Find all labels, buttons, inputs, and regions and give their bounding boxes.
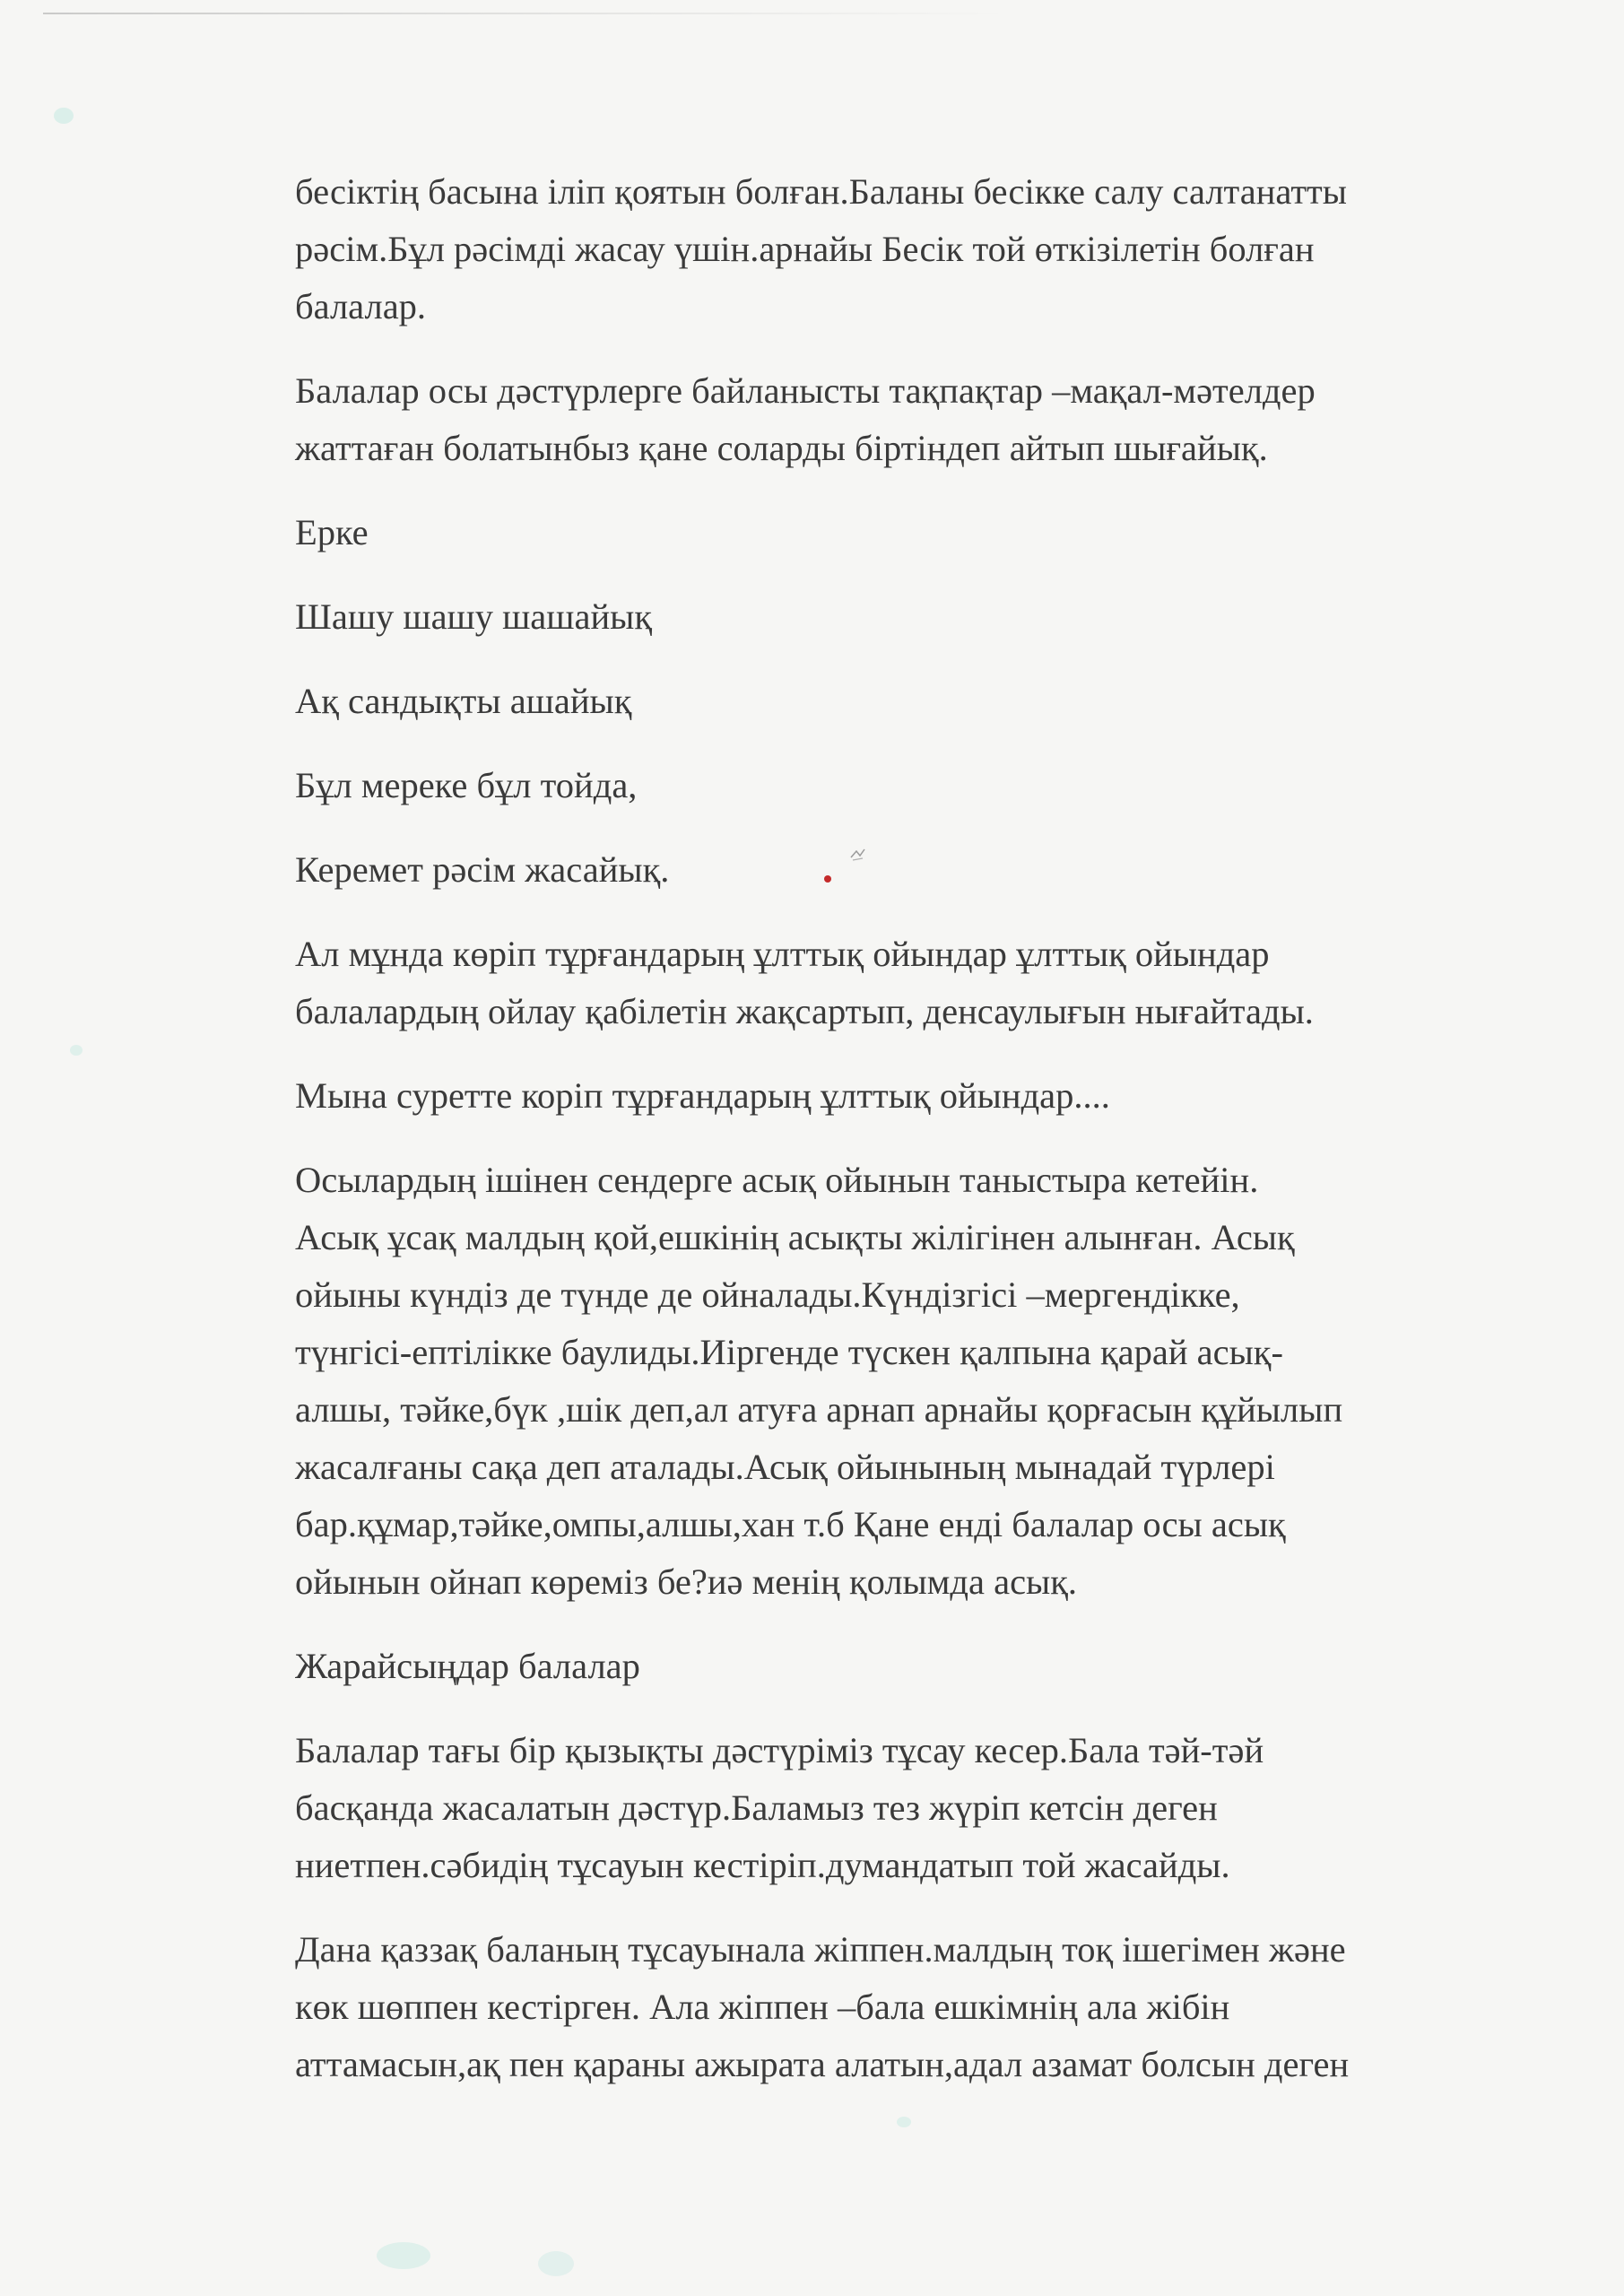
paragraph-zharaisyndar bbox=[295, 1638, 1577, 1695]
speaker-name: Ерке bbox=[295, 512, 369, 552]
paragraph-tusau-keser bbox=[295, 1722, 1577, 1894]
text-line: жасалғаны сақа деп аталады.Асық ойынының мынадай түрлері bbox=[295, 1447, 1275, 1487]
poem-line: Шашу шашу шашайық bbox=[295, 596, 652, 637]
text-line: алшы, тәйке,бүк ,шік деп,ал атуға арнап арнайы қорғасын құйылып bbox=[295, 1389, 1343, 1430]
text-line: ниетпен.сәбидің тұсауын кестіріп.думандатып той жасайды. bbox=[295, 1845, 1230, 1885]
scan-speck bbox=[538, 2251, 574, 2276]
text-line: Асық ұсақ малдың қой,ешкінің асықты жілігінен алынған. Асық bbox=[295, 1217, 1295, 1257]
text-line: басқанда жасалатын дәстүр.Баламыз тез жүріп кетсін деген bbox=[295, 1787, 1218, 1828]
scan-edge-line bbox=[43, 13, 1012, 14]
scan-speck bbox=[377, 2242, 430, 2269]
poem-line: Бұл мереке бұл тойда, bbox=[295, 765, 638, 805]
text-line: бесіктің басына іліп қоятын болған.Баланы бесікке салу салтанатты bbox=[295, 171, 1347, 212]
text-line: балалардың ойлау қабілетін жақсартып, денсаулығын нығайтады. bbox=[295, 991, 1314, 1031]
text-line: жаттаған болатынбыз қане соларды біртіндеп айтып шығайық. bbox=[295, 428, 1268, 468]
text-line: Осылардың ішінен сендерге асық ойынын таныстыра кетейін. bbox=[295, 1160, 1259, 1200]
paragraph-suret bbox=[295, 1067, 1577, 1125]
paragraph-takpak-intro bbox=[295, 362, 1577, 477]
paragraph-ulttyk-oiyndar bbox=[295, 926, 1577, 1040]
text-line: ойыны күндіз де түнде де ойналады.Күндізгісі –мергендікке, bbox=[295, 1274, 1240, 1315]
scan-speck bbox=[897, 2117, 911, 2127]
text-line: балалар. bbox=[295, 286, 427, 326]
text-line: Мына суретте коріп тұрғандарың ұлттық ойындар.... bbox=[295, 1075, 1110, 1116]
document-body bbox=[295, 163, 1577, 2093]
text-line: көк шөппен кестірген. Ала жіппен –бала ешкімнің ала жібін bbox=[295, 1987, 1230, 2027]
text-line: аттамасын,ақ пен қараны ажырата алатын,адал азамат болсын деген bbox=[295, 2044, 1350, 2084]
paragraph-besik bbox=[295, 163, 1577, 335]
text-line: Балалар осы дәстүрлерге байланысты тақпақтар –мақал-мәтелдер bbox=[295, 370, 1316, 411]
paragraph-ala-zhip bbox=[295, 1921, 1577, 2093]
text-line: ойынын ойнап көреміз бе?иә менің қолымда асық. bbox=[295, 1561, 1078, 1602]
paragraph-asyk bbox=[295, 1152, 1577, 1611]
text-line: Жарайсыңдар балалар bbox=[295, 1646, 640, 1686]
text-line: Ал мұнда көріп тұрғандарың ұлттық ойындар ұлттық ойындар bbox=[295, 934, 1270, 974]
text-line: бар.құмар,тәйке,омпы,алшы,хан т.б Қане енді балалар осы асық bbox=[295, 1504, 1286, 1544]
scan-speck bbox=[54, 108, 74, 124]
scan-speck bbox=[70, 1045, 83, 1056]
text-line: Дана қаззақ баланың тұсауынала жіппен.малдың тоқ ішегімен және bbox=[295, 1929, 1346, 1970]
text-line: түнгісі-ептілікке баулиды.Иіргенде түскен қалпына қарай асық- bbox=[295, 1332, 1283, 1372]
text-line: рәсім.Бұл рәсімді жасау үшін.арнайы Бесік той өткізілетін болған bbox=[295, 229, 1315, 269]
poem-line: Керемет рәсім жасайық. bbox=[295, 849, 670, 890]
poem-line: Ақ сандықты ашайық bbox=[295, 681, 632, 721]
text-line: Балалар тағы бір қызықты дәстүріміз тұсау кесер.Бала тәй-тәй bbox=[295, 1730, 1264, 1770]
